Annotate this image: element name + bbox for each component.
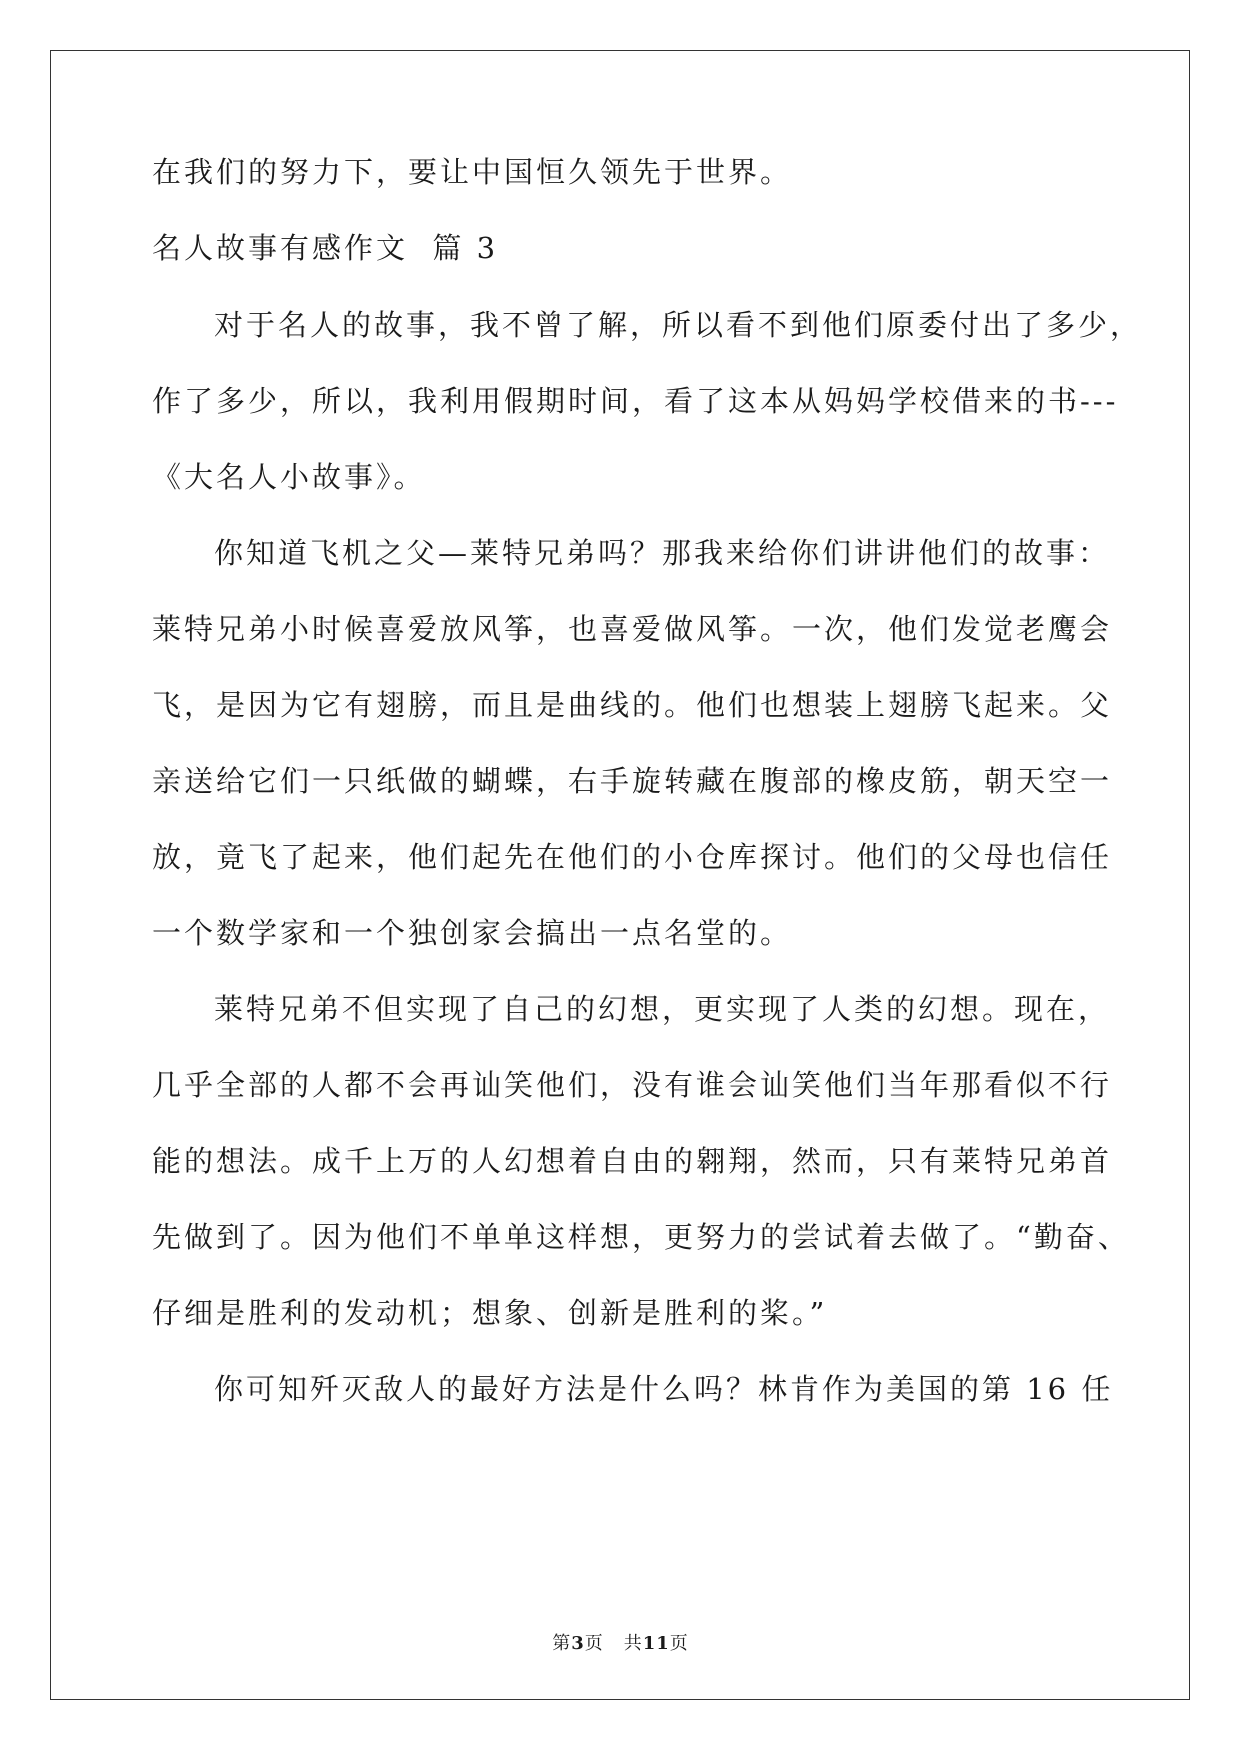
text-line: 你可知歼灭敌人的最好方法是什么吗？林肯作为美国的第 16 任 bbox=[214, 1372, 1114, 1406]
text-line: 你知道飞机之父—莱特兄弟吗？那我来给你们讲讲他们的故事： bbox=[214, 536, 1111, 570]
text-line: 莱特兄弟不但实现了自己的幻想，更实现了人类的幻想。现在， bbox=[214, 992, 1111, 1026]
text-line: 《大名人小故事》。 bbox=[152, 460, 426, 494]
total-label-prefix: 共 bbox=[623, 1633, 643, 1654]
text-line: 先做到了。因为他们不单单这样想，更努力的尝试着去做了。“勤奋、 bbox=[152, 1220, 1130, 1254]
page-footer bbox=[0, 1632, 1241, 1656]
text-line: 作了多少，所以，我利用假期时间，看了这本从妈妈学校借来的书--- bbox=[152, 384, 1119, 418]
text-line: 能的想法。成千上万的人幻想着自由的翱翔，然而，只有莱特兄弟首 bbox=[152, 1144, 1113, 1178]
text-line: 莱特兄弟小时候喜爱放风筝，也喜爱做风筝。一次，他们发觉老鹰会 bbox=[152, 612, 1113, 646]
text-line: 在我们的努力下，要让中国恒久领先于世界。 bbox=[152, 155, 793, 189]
total-label-suffix: 页 bbox=[669, 1633, 689, 1654]
page-current: 3 bbox=[571, 1633, 585, 1654]
text-line: 飞，是因为它有翅膀，而且是曲线的。他们也想装上翅膀飞起来。父 bbox=[152, 688, 1113, 722]
text-line: 亲送给它们一只纸做的蝴蝶，右手旋转藏在腹部的橡皮筋，朝天空一 bbox=[152, 764, 1113, 798]
page-total: 11 bbox=[642, 1633, 670, 1654]
text-line: 一个数学家和一个独创家会搞出一点名堂的。 bbox=[152, 916, 793, 950]
section-heading: 名人故事有感作文 篇 3 bbox=[152, 231, 499, 265]
text-line: 放，竟飞了起来，他们起先在他们的小仓库探讨。他们的父母也信任 bbox=[152, 840, 1113, 874]
text-line: 仔细是胜利的发动机；想象、创新是胜利的桨。” bbox=[152, 1296, 828, 1330]
page-label-suffix: 页 bbox=[584, 1633, 604, 1654]
text-line: 几乎全部的人都不会再讪笑他们，没有谁会讪笑他们当年那看似不行 bbox=[152, 1068, 1113, 1102]
page-label-prefix: 第 bbox=[552, 1633, 572, 1654]
text-line: 对于名人的故事，我不曾了解，所以看不到他们原委付出了多少， bbox=[214, 308, 1143, 342]
